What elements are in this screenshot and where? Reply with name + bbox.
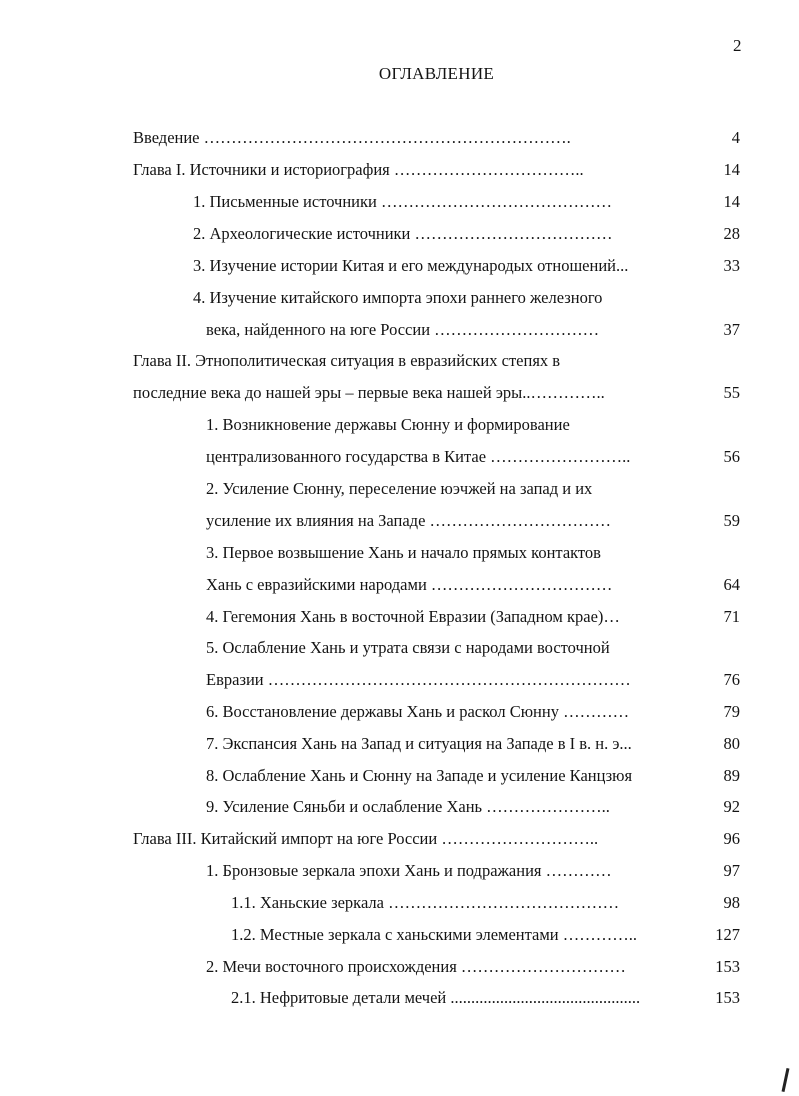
toc-page: 76 xyxy=(723,670,740,689)
toc-page: 153 xyxy=(715,957,740,976)
toc-page: 59 xyxy=(723,511,740,530)
toc-page: 71 xyxy=(723,607,740,626)
toc-entry: 1.2. Местные зеркала с ханьскими элементами ………….. xyxy=(231,925,638,944)
toc-entry: 1. Возникновение державы Сюнну и формирование xyxy=(206,415,570,434)
toc-entry: 2. Мечи восточного происхождения ………………………… xyxy=(206,957,626,976)
toc-entry: 2. Археологические источники ……………………………… xyxy=(193,224,613,243)
toc-page: 89 xyxy=(723,766,740,785)
toc-entry: 9. Усиление Сяньби и ослабление Хань ………………….. xyxy=(206,797,610,816)
toc-entry: 4. Гегемония Хань в восточной Евразии (Западном крае)… xyxy=(206,607,620,626)
toc-entry: 8. Ослабление Хань и Сюнну на Западе и усиление Канцзюя xyxy=(206,766,633,785)
toc-entry: 2. Усиление Сюнну, переселение юэчжей на запад и их xyxy=(206,479,593,498)
toc-entry: централизованного государства в Китае …………………….. xyxy=(206,447,631,466)
toc-page: 127 xyxy=(715,925,740,944)
toc-page: 55 xyxy=(723,383,740,402)
toc-entry: 6. Восстановление державы Хань и раскол Сюнну ………… xyxy=(206,702,630,721)
toc-entry: последние века до нашей эры – первые века нашей эры..………….. xyxy=(133,383,605,402)
toc-page: 97 xyxy=(723,861,740,880)
toc-page: 14 xyxy=(723,160,740,179)
toc-entry: 1. Письменные источники …………………………………… xyxy=(193,192,612,211)
toc-page: 64 xyxy=(723,575,740,594)
toc-entry: 7. Экспансия Хань на Запад и ситуация на Западе в I в. н. э... xyxy=(206,734,632,753)
toc-entry: Глава III. Китайский импорт на юге России ……………………….. xyxy=(133,829,599,848)
toc-page: 80 xyxy=(723,734,740,753)
toc-entry: 4. Изучение китайского импорта эпохи раннего железного xyxy=(193,288,603,307)
toc-entry: Хань с евразийскими народами …………………………… xyxy=(206,575,613,594)
toc-entry: века, найденного на юге России ………………………… xyxy=(206,320,600,339)
toc-page: 14 xyxy=(723,192,740,211)
toc-entry: 3. Первое возвышение Хань и начало прямых контактов xyxy=(206,543,601,562)
toc-entry: 2.1. Нефритовые детали мечей .............................................. xyxy=(231,988,641,1007)
toc-entry: усиление их влияния на Западе …………………………… xyxy=(206,511,612,530)
toc-page: 153 xyxy=(715,988,740,1007)
toc-entry: 5. Ослабление Хань и утрата связи с народами восточной xyxy=(206,638,610,657)
toc-page: 79 xyxy=(723,702,740,721)
toc-page: 96 xyxy=(723,829,740,848)
toc-page: 92 xyxy=(723,797,740,816)
toc-page: 4 xyxy=(731,128,740,147)
toc-entry: 1. Бронзовые зеркала эпохи Хань и подражания ………… xyxy=(206,861,612,880)
toc-entry: Введение …………………………………………………………. xyxy=(133,128,571,147)
toc-entry: 3. Изучение истории Китая и его международых отношений... xyxy=(193,256,629,275)
toc-page: 37 xyxy=(723,320,740,339)
toc-page: 28 xyxy=(723,224,740,243)
toc-entry: Глава I. Источники и историография …………………………….. xyxy=(133,160,584,179)
toc-entry: Глава II. Этнополитическая ситуация в евразийских степях в xyxy=(133,351,561,370)
toc-entry: Евразии ………………………………………………………… xyxy=(206,670,631,689)
toc-page: 33 xyxy=(723,256,740,275)
scan-mark xyxy=(782,1068,790,1092)
page-title: ОГЛАВЛЕНИЕ xyxy=(378,64,495,83)
toc-page: 98 xyxy=(723,893,740,912)
page-number: 2 xyxy=(733,36,742,55)
toc-entry: 1.1. Ханьские зеркала …………………………………… xyxy=(231,893,620,912)
toc-page: 56 xyxy=(723,447,740,466)
